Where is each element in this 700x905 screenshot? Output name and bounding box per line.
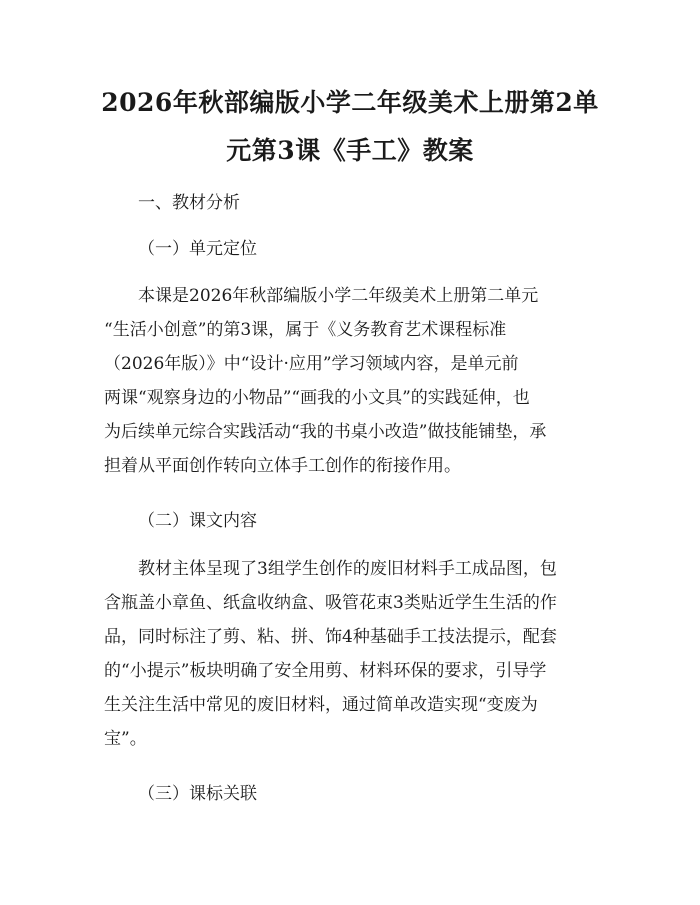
paragraph-line: （2026年版）》中“设计·应用”学习领域内容，是单元前: [104, 354, 519, 374]
paragraph-line: 担着从平面创作转向立体手工创作的衔接作用。: [104, 456, 461, 476]
document-title-line-2: 元第3课《手工》教案: [226, 136, 474, 165]
subsection-heading-curriculum-link: （三）课标关联: [138, 784, 257, 804]
paragraph-line: “生活小创意”的第3课，属于《义务教育艺术课程标准: [104, 320, 507, 340]
paragraph-line: 含瓶盖小章鱼、纸盒收纳盒、吸管花束3类贴近学生生活的作: [104, 593, 557, 613]
paragraph-line: 教材主体呈现了3组学生创作的废旧材料手工成品图，包: [138, 559, 557, 579]
paragraph-line: 为后续单元综合实践活动“我的书桌小改造”做技能铺垫，承: [104, 422, 547, 442]
paragraph-line: 两课“观察身边的小物品”“画我的小文具”的实践延伸，也: [104, 388, 530, 408]
document-title-line-1: 2026年秋部编版小学二年级美术上册第2单: [101, 88, 599, 117]
paragraph-line: 生关注生活中常见的废旧材料，通过简单改造实现“变废为: [104, 695, 538, 715]
section-heading-textbook-analysis: 一、教材分析: [138, 193, 240, 213]
paragraph-line: 本课是2026年秋部编版小学二年级美术上册第二单元: [138, 286, 539, 306]
paragraph-line: 宝”。: [104, 729, 147, 749]
paragraph-line: 的“小提示”板块明确了安全用剪、材料环保的要求，引导学: [104, 661, 547, 681]
paragraph-line: 品，同时标注了剪、粘、拼、饰4种基础手工技法提示，配套: [104, 627, 557, 647]
subsection-heading-unit-position: （一）单元定位: [138, 239, 257, 259]
subsection-heading-lesson-content: （二）课文内容: [138, 511, 257, 531]
